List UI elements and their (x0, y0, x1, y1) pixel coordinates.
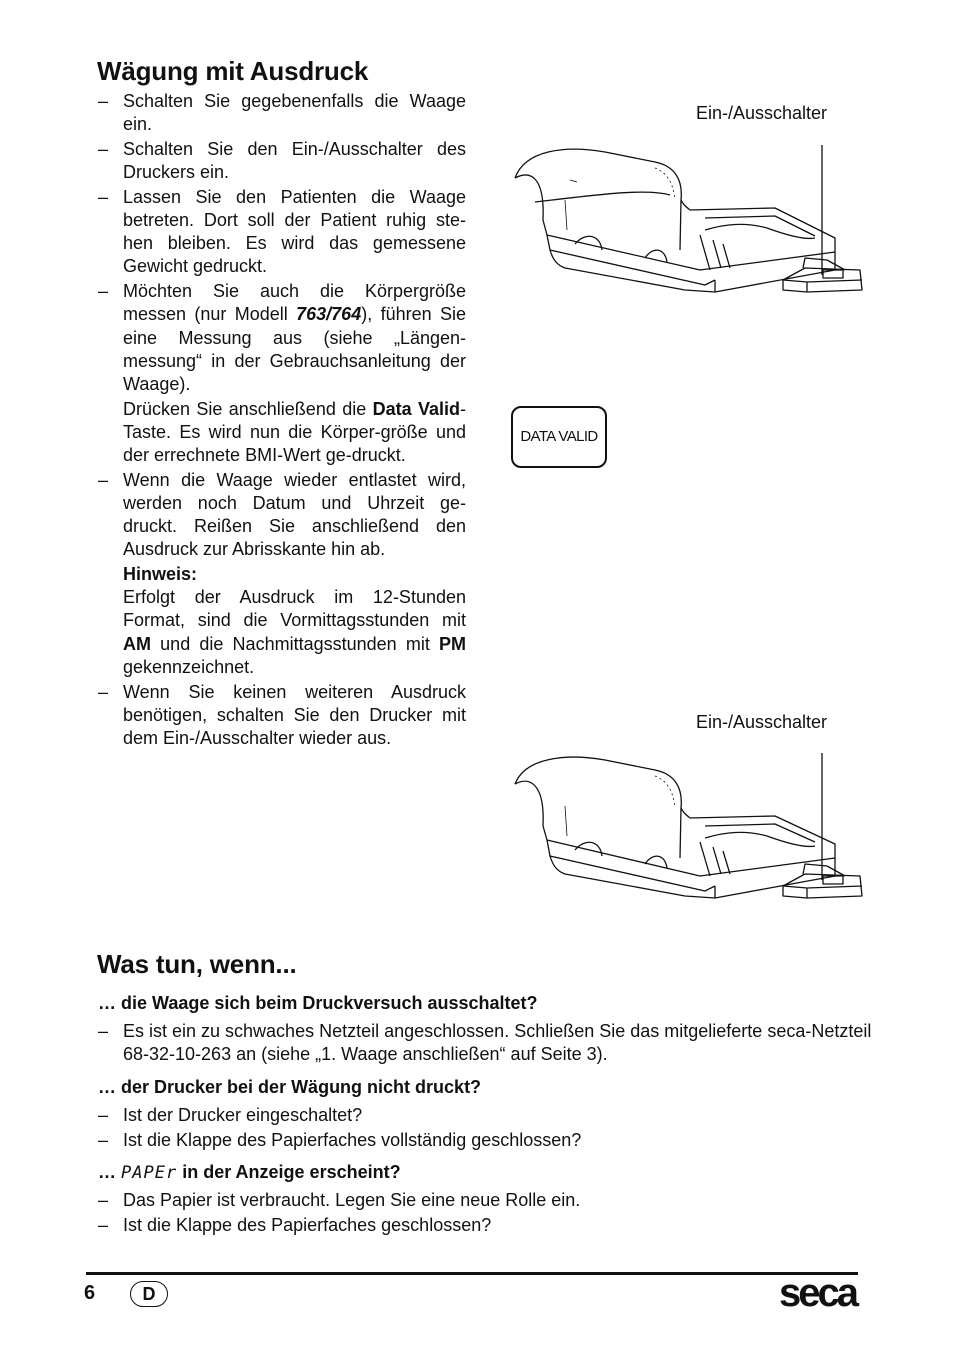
dash: – (98, 1021, 109, 1041)
list-item: – Ist die Klappe des Papierfaches geschlossen? (98, 1215, 492, 1235)
dash: – (98, 1130, 109, 1150)
dash: – (98, 469, 109, 490)
troubleshooting-q3 (98, 1161, 873, 1237)
display-paper-code: PAPEr (121, 1163, 178, 1183)
question: … PAPEr in der Anzeige erscheint? (98, 1162, 401, 1183)
list-item: – Das Papier ist verbraucht. Legen Sie eine neue Rolle ein. (98, 1190, 581, 1210)
dash: – (98, 281, 109, 302)
section-heading-weighing: Wägung mit Ausdruck (97, 56, 369, 86)
switch-label-bottom: Ein-/Ausschalter (696, 712, 828, 732)
dash: – (98, 186, 109, 207)
list-item: – Ist der Drucker eingeschaltet? (98, 1105, 363, 1125)
note-title: Hinweis: (123, 564, 198, 585)
list-item: – Ist die Klappe des Papierfaches vollständig geschlossen? (98, 1130, 582, 1150)
seca-logo: seca (779, 1271, 856, 1315)
question: … der Drucker bei der Wägung nicht druckt? (98, 1077, 482, 1097)
list-item: – Schalten Sie gegebenenfalls die Waage ein. (98, 91, 466, 135)
footer-rule (86, 1272, 858, 1275)
list-item: – Wenn Sie keinen weiteren Ausdruck benötigen, schalten Sie den Drucker mit dem Ein-/Ausschalter wieder aus. (98, 681, 466, 748)
switch-label-top: Ein-/Ausschalter (696, 103, 828, 123)
note-text: Erfolgt der Ausdruck im 12-Stunden Format, sind die Vormittagsstunden mit AM und die Nachmittagsstunden mit PM gekennzeichnet. (123, 587, 466, 677)
data-valid-key: DATA VALID (511, 406, 607, 468)
list-item: – Wenn die Waage wieder entlastet wird, werden noch Datum und Uhrzeit ge-druckt. Reißen Sie anschließend den Ausdruck zur Abrisskante hin ab. (98, 469, 466, 560)
page-number: 6 (84, 1282, 96, 1304)
question: … die Waage sich beim Druckversuch ausschaltet? (98, 993, 538, 1013)
dash: – (98, 1215, 109, 1235)
troubleshooting-q1 (98, 992, 873, 1066)
list-item: – Möchten Sie auch die Körpergröße messen (nur Modell 763/764), führen Sie eine Messung aus (siehe „Längen-messung“ in der Gebrauchsanleitung der Waage). (98, 281, 466, 394)
list-paragraph: Drücken Sie anschließend die Data Valid-Taste. Es wird nun die Körper-größe und der errechnete BMI-Wert ge-druckt. (123, 398, 466, 466)
list-item: – Lassen Sie den Patienten die Waage betreten. Dort soll der Patient ruhig ste-hen bleiben. Es wird das gemessene Gewicht gedruckt. (98, 186, 466, 277)
troubleshooting-q2 (98, 1076, 873, 1152)
dash: – (98, 138, 109, 159)
language-badge: D (130, 1281, 168, 1307)
data-valid-key-name: Data Valid (372, 398, 460, 419)
list-item: – Schalten Sie den Ein-/Ausschalter des Druckers ein. (98, 138, 466, 183)
dash: – (98, 91, 109, 111)
instruction-list (98, 90, 466, 752)
dash: – (98, 1190, 109, 1210)
dash: – (98, 681, 109, 702)
dash: – (98, 1105, 109, 1125)
printer-illustration-top (505, 140, 870, 305)
printer-illustration-bottom (505, 750, 870, 910)
section-heading-troubleshooting: Was tun, wenn... (97, 949, 297, 979)
model-number: 763/764 (296, 304, 362, 325)
list-item: – Es ist ein zu schwaches Netzteil angeschlossen. Schließen Sie das mitgelieferte seca-Netzteil 68-32-10-263 an (siehe „1. Waage anschließen“ auf Seite 3). (98, 1021, 872, 1064)
